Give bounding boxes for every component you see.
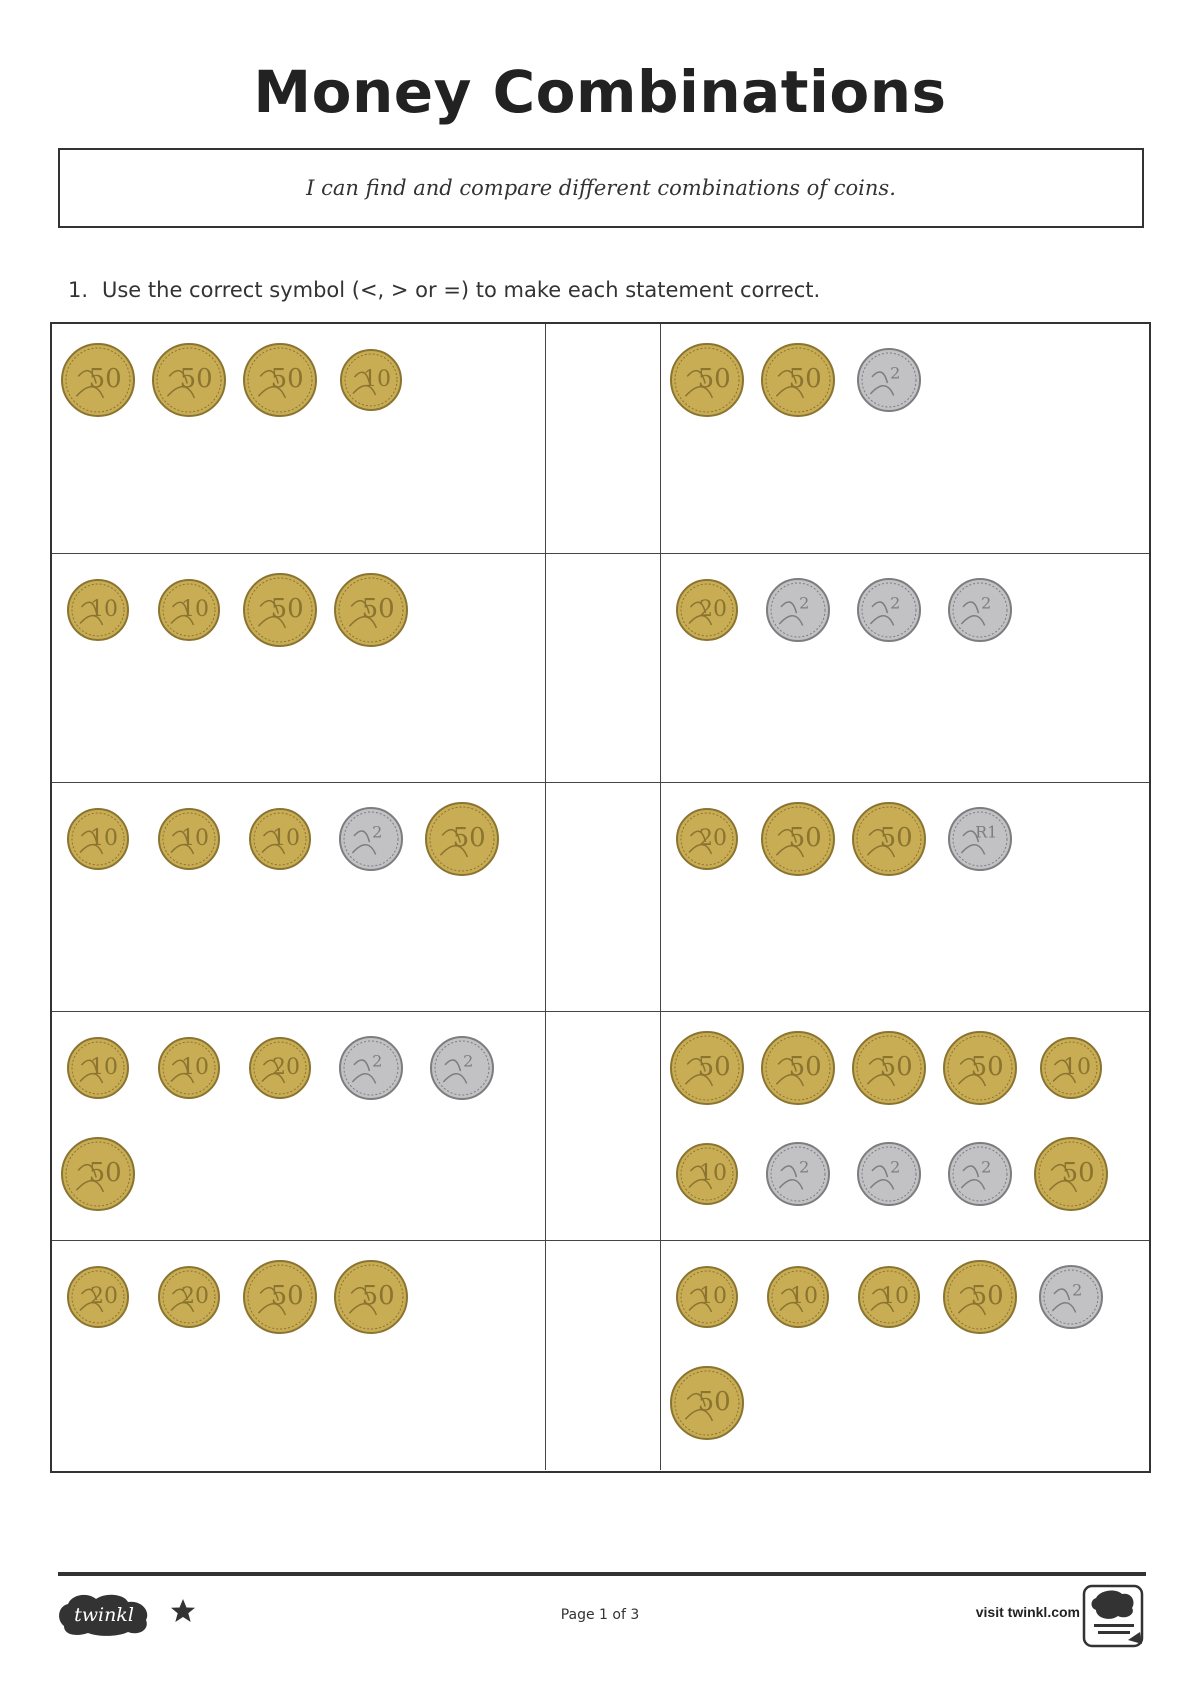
- coin-value-label: 50: [879, 823, 913, 854]
- comparison-row: [52, 1240, 1149, 1470]
- coin-value-label: 2: [890, 1157, 901, 1177]
- fifty-cent-coin: [242, 1259, 318, 1335]
- fifty-cent-coin: [669, 342, 745, 418]
- ten-cent-coin: [675, 1265, 739, 1329]
- coin-value-label: 50: [788, 1052, 822, 1083]
- coin-value-label: 2: [372, 822, 383, 842]
- coin-value-label: 50: [879, 1052, 913, 1083]
- twenty-cent-coin: [675, 578, 739, 642]
- coin-group: [52, 324, 545, 553]
- coin-value-label: 10: [699, 1161, 727, 1186]
- fifty-cent-coin: [60, 1136, 136, 1212]
- ten-cent-coin: [157, 578, 221, 642]
- question-number: 1.: [68, 278, 89, 302]
- coin-value-label: 50: [1061, 1158, 1095, 1189]
- coin-value-label: 10: [90, 1055, 118, 1080]
- fifty-cent-coin: [242, 342, 318, 418]
- two-rand-coin: [856, 577, 922, 643]
- page-title: Money Combinations: [253, 58, 947, 126]
- two-rand-coin: [338, 1035, 404, 1101]
- coin-value-label: 2: [799, 593, 810, 613]
- fifty-cent-coin: [669, 1030, 745, 1106]
- coin-value-label: 50: [970, 1281, 1004, 1312]
- coin-group: [52, 783, 545, 1012]
- fifty-cent-coin: [424, 801, 500, 877]
- coin-value-label: 10: [90, 597, 118, 622]
- ten-cent-coin: [675, 1142, 739, 1206]
- coin-group: [661, 554, 1149, 783]
- coin-value-label: 10: [881, 1284, 909, 1309]
- coin-value-label: 2: [799, 1157, 810, 1177]
- coin-value-label: 2: [981, 1157, 992, 1177]
- right-coin-cell: [661, 1012, 1149, 1241]
- ten-cent-coin: [1039, 1036, 1103, 1100]
- ten-cent-coin: [766, 1265, 830, 1329]
- coin-value-label: 20: [272, 1055, 300, 1080]
- comparison-row: [52, 324, 1149, 553]
- coin-group: [661, 1241, 1149, 1470]
- symbol-answer-box[interactable]: [546, 324, 661, 553]
- coin-value-label: 50: [361, 1281, 395, 1312]
- footer-divider: [58, 1572, 1146, 1576]
- coin-value-label: 20: [181, 1284, 209, 1309]
- right-coin-cell: [661, 324, 1149, 553]
- fifty-cent-coin: [851, 1030, 927, 1106]
- learning-objective-box: [58, 148, 1144, 228]
- coin-value-label: 50: [361, 594, 395, 625]
- ten-cent-coin: [157, 1036, 221, 1100]
- comparison-row: [52, 553, 1149, 783]
- coin-value-label: 50: [270, 594, 304, 625]
- coin-value-label: 50: [697, 1052, 731, 1083]
- ten-cent-coin: [339, 348, 403, 412]
- two-rand-coin: [429, 1035, 495, 1101]
- ten-cent-coin: [66, 578, 130, 642]
- page-number: Page 1 of 3: [560, 1607, 640, 1623]
- coin-value-label: 10: [363, 367, 391, 392]
- coin-value-label: 50: [88, 1158, 122, 1189]
- right-coin-cell: [661, 554, 1149, 783]
- two-rand-coin: [765, 1141, 831, 1207]
- fifty-cent-coin: [333, 1259, 409, 1335]
- coin-value-label: 50: [452, 823, 486, 854]
- coin-group: [52, 554, 545, 783]
- fifty-cent-coin: [851, 801, 927, 877]
- comparison-row: [52, 1011, 1149, 1241]
- fifty-cent-coin: [60, 342, 136, 418]
- coin-value-label: 10: [181, 826, 209, 851]
- coin-value-label: 50: [697, 1387, 731, 1418]
- coin-value-label: 2: [890, 363, 901, 383]
- fifty-cent-coin: [760, 342, 836, 418]
- coin-value-label: 2: [372, 1051, 383, 1071]
- coin-value-label: 2: [981, 593, 992, 613]
- coin-value-label: 50: [179, 364, 213, 395]
- ten-cent-coin: [66, 1036, 130, 1100]
- coin-group: [52, 1012, 545, 1241]
- fifty-cent-coin: [760, 801, 836, 877]
- two-rand-coin: [856, 1141, 922, 1207]
- left-coin-cell: [52, 783, 546, 1012]
- symbol-answer-box[interactable]: [546, 554, 661, 783]
- question-1: [68, 278, 820, 302]
- fifty-cent-coin: [242, 572, 318, 648]
- fifty-cent-coin: [760, 1030, 836, 1106]
- ten-cent-coin: [157, 807, 221, 871]
- coin-value-label: 50: [270, 364, 304, 395]
- ten-cent-coin: [66, 807, 130, 871]
- fifty-cent-coin: [151, 342, 227, 418]
- question-text: Use the correct symbol (<, > or =) to make each statement correct.: [102, 278, 821, 302]
- coin-value-label: 10: [699, 1284, 727, 1309]
- coin-value-label: 20: [699, 826, 727, 851]
- symbol-answer-box[interactable]: [546, 1012, 661, 1241]
- ten-cent-coin: [248, 807, 312, 871]
- quality-standard-badge-icon: [1082, 1584, 1146, 1650]
- twenty-cent-coin: [675, 807, 739, 871]
- coin-value-label: 10: [790, 1284, 818, 1309]
- coin-value-label: 50: [697, 364, 731, 395]
- coin-value-label: R1: [975, 822, 998, 842]
- coin-value-label: 50: [270, 1281, 304, 1312]
- coin-value-label: 10: [181, 1055, 209, 1080]
- coin-group: [661, 783, 1149, 1012]
- symbol-answer-box[interactable]: [546, 1241, 661, 1470]
- coin-value-label: 10: [1063, 1055, 1091, 1080]
- twenty-cent-coin: [248, 1036, 312, 1100]
- coin-value-label: 2: [463, 1051, 474, 1071]
- two-rand-coin: [338, 806, 404, 872]
- two-rand-coin: [765, 577, 831, 643]
- twenty-cent-coin: [66, 1265, 130, 1329]
- fifty-cent-coin: [669, 1365, 745, 1441]
- coin-value-label: 50: [788, 823, 822, 854]
- fifty-cent-coin: [942, 1259, 1018, 1335]
- two-rand-coin: [856, 347, 922, 413]
- one-rand-coin: [947, 806, 1013, 872]
- two-rand-coin: [947, 1141, 1013, 1207]
- coin-value-label: 50: [788, 364, 822, 395]
- comparison-table: [50, 322, 1151, 1473]
- coin-value-label: 50: [88, 364, 122, 395]
- coin-value-label: 10: [272, 826, 300, 851]
- ten-cent-coin: [857, 1265, 921, 1329]
- coin-group: [52, 1241, 545, 1470]
- left-coin-cell: [52, 1012, 546, 1241]
- two-rand-coin: [1038, 1264, 1104, 1330]
- coin-value-label: 2: [890, 593, 901, 613]
- coin-value-label: 10: [181, 597, 209, 622]
- right-coin-cell: [661, 783, 1149, 1012]
- symbol-answer-box[interactable]: [546, 783, 661, 1012]
- left-coin-cell: [52, 324, 546, 553]
- coin-value-label: 10: [90, 826, 118, 851]
- coin-value-label: 20: [90, 1284, 118, 1309]
- learning-objective-text: I can find and compare different combinations of coins.: [306, 176, 896, 200]
- right-coin-cell: [661, 1241, 1149, 1470]
- coin-group: [661, 1012, 1149, 1241]
- fifty-cent-coin: [333, 572, 409, 648]
- coin-value-label: 50: [970, 1052, 1004, 1083]
- fifty-cent-coin: [1033, 1136, 1109, 1212]
- twenty-cent-coin: [157, 1265, 221, 1329]
- fifty-cent-coin: [942, 1030, 1018, 1106]
- left-coin-cell: [52, 554, 546, 783]
- comparison-row: [52, 782, 1149, 1012]
- logo-text: twinkl: [74, 1604, 134, 1626]
- two-rand-coin: [947, 577, 1013, 643]
- coin-value-label: 20: [699, 597, 727, 622]
- coin-group: [661, 324, 1149, 553]
- left-coin-cell: [52, 1241, 546, 1470]
- coin-value-label: 2: [1072, 1280, 1083, 1300]
- visit-link[interactable]: visit twinkl.com: [975, 1604, 1080, 1620]
